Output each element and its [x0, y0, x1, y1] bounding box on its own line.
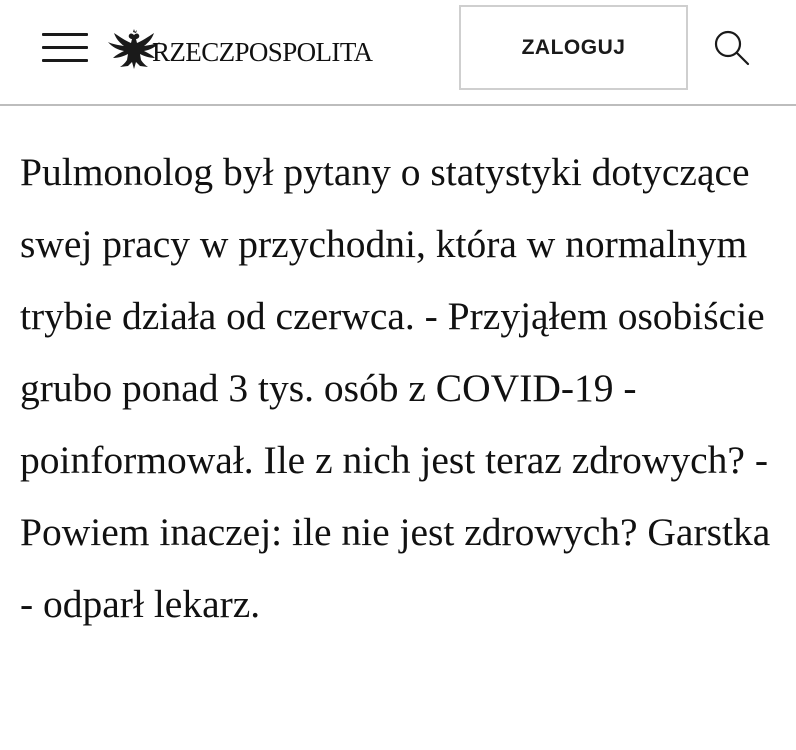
- site-logo[interactable]: [106, 24, 396, 74]
- menu-bar: [42, 46, 88, 49]
- login-button[interactable]: ZALOGUJ: [459, 5, 688, 90]
- article-paragraph: Pulmonolog był pytany o statystyki dotyczące swej pracy w przychodni, która w normalnym trybie działa od czerwca. - Przyjąłem osobiście grubo ponad 3 tys. osób z COVID-19 - poinformował. Ile z nich jest teraz zdrowych? - Powiem inaczej: ile nie jest zdrowych? Garstka - odparł lekarz.: [20, 150, 771, 626]
- menu-bar: [42, 33, 88, 36]
- site-header: [0, 0, 796, 106]
- search-icon[interactable]: [708, 24, 754, 70]
- logo-text: RZECZPOSPOLITA: [152, 36, 373, 67]
- article-body: [20, 136, 790, 640]
- search-icon-graphic: [708, 24, 754, 70]
- menu-bar: [42, 59, 88, 62]
- hamburger-menu-icon[interactable]: [40, 28, 90, 66]
